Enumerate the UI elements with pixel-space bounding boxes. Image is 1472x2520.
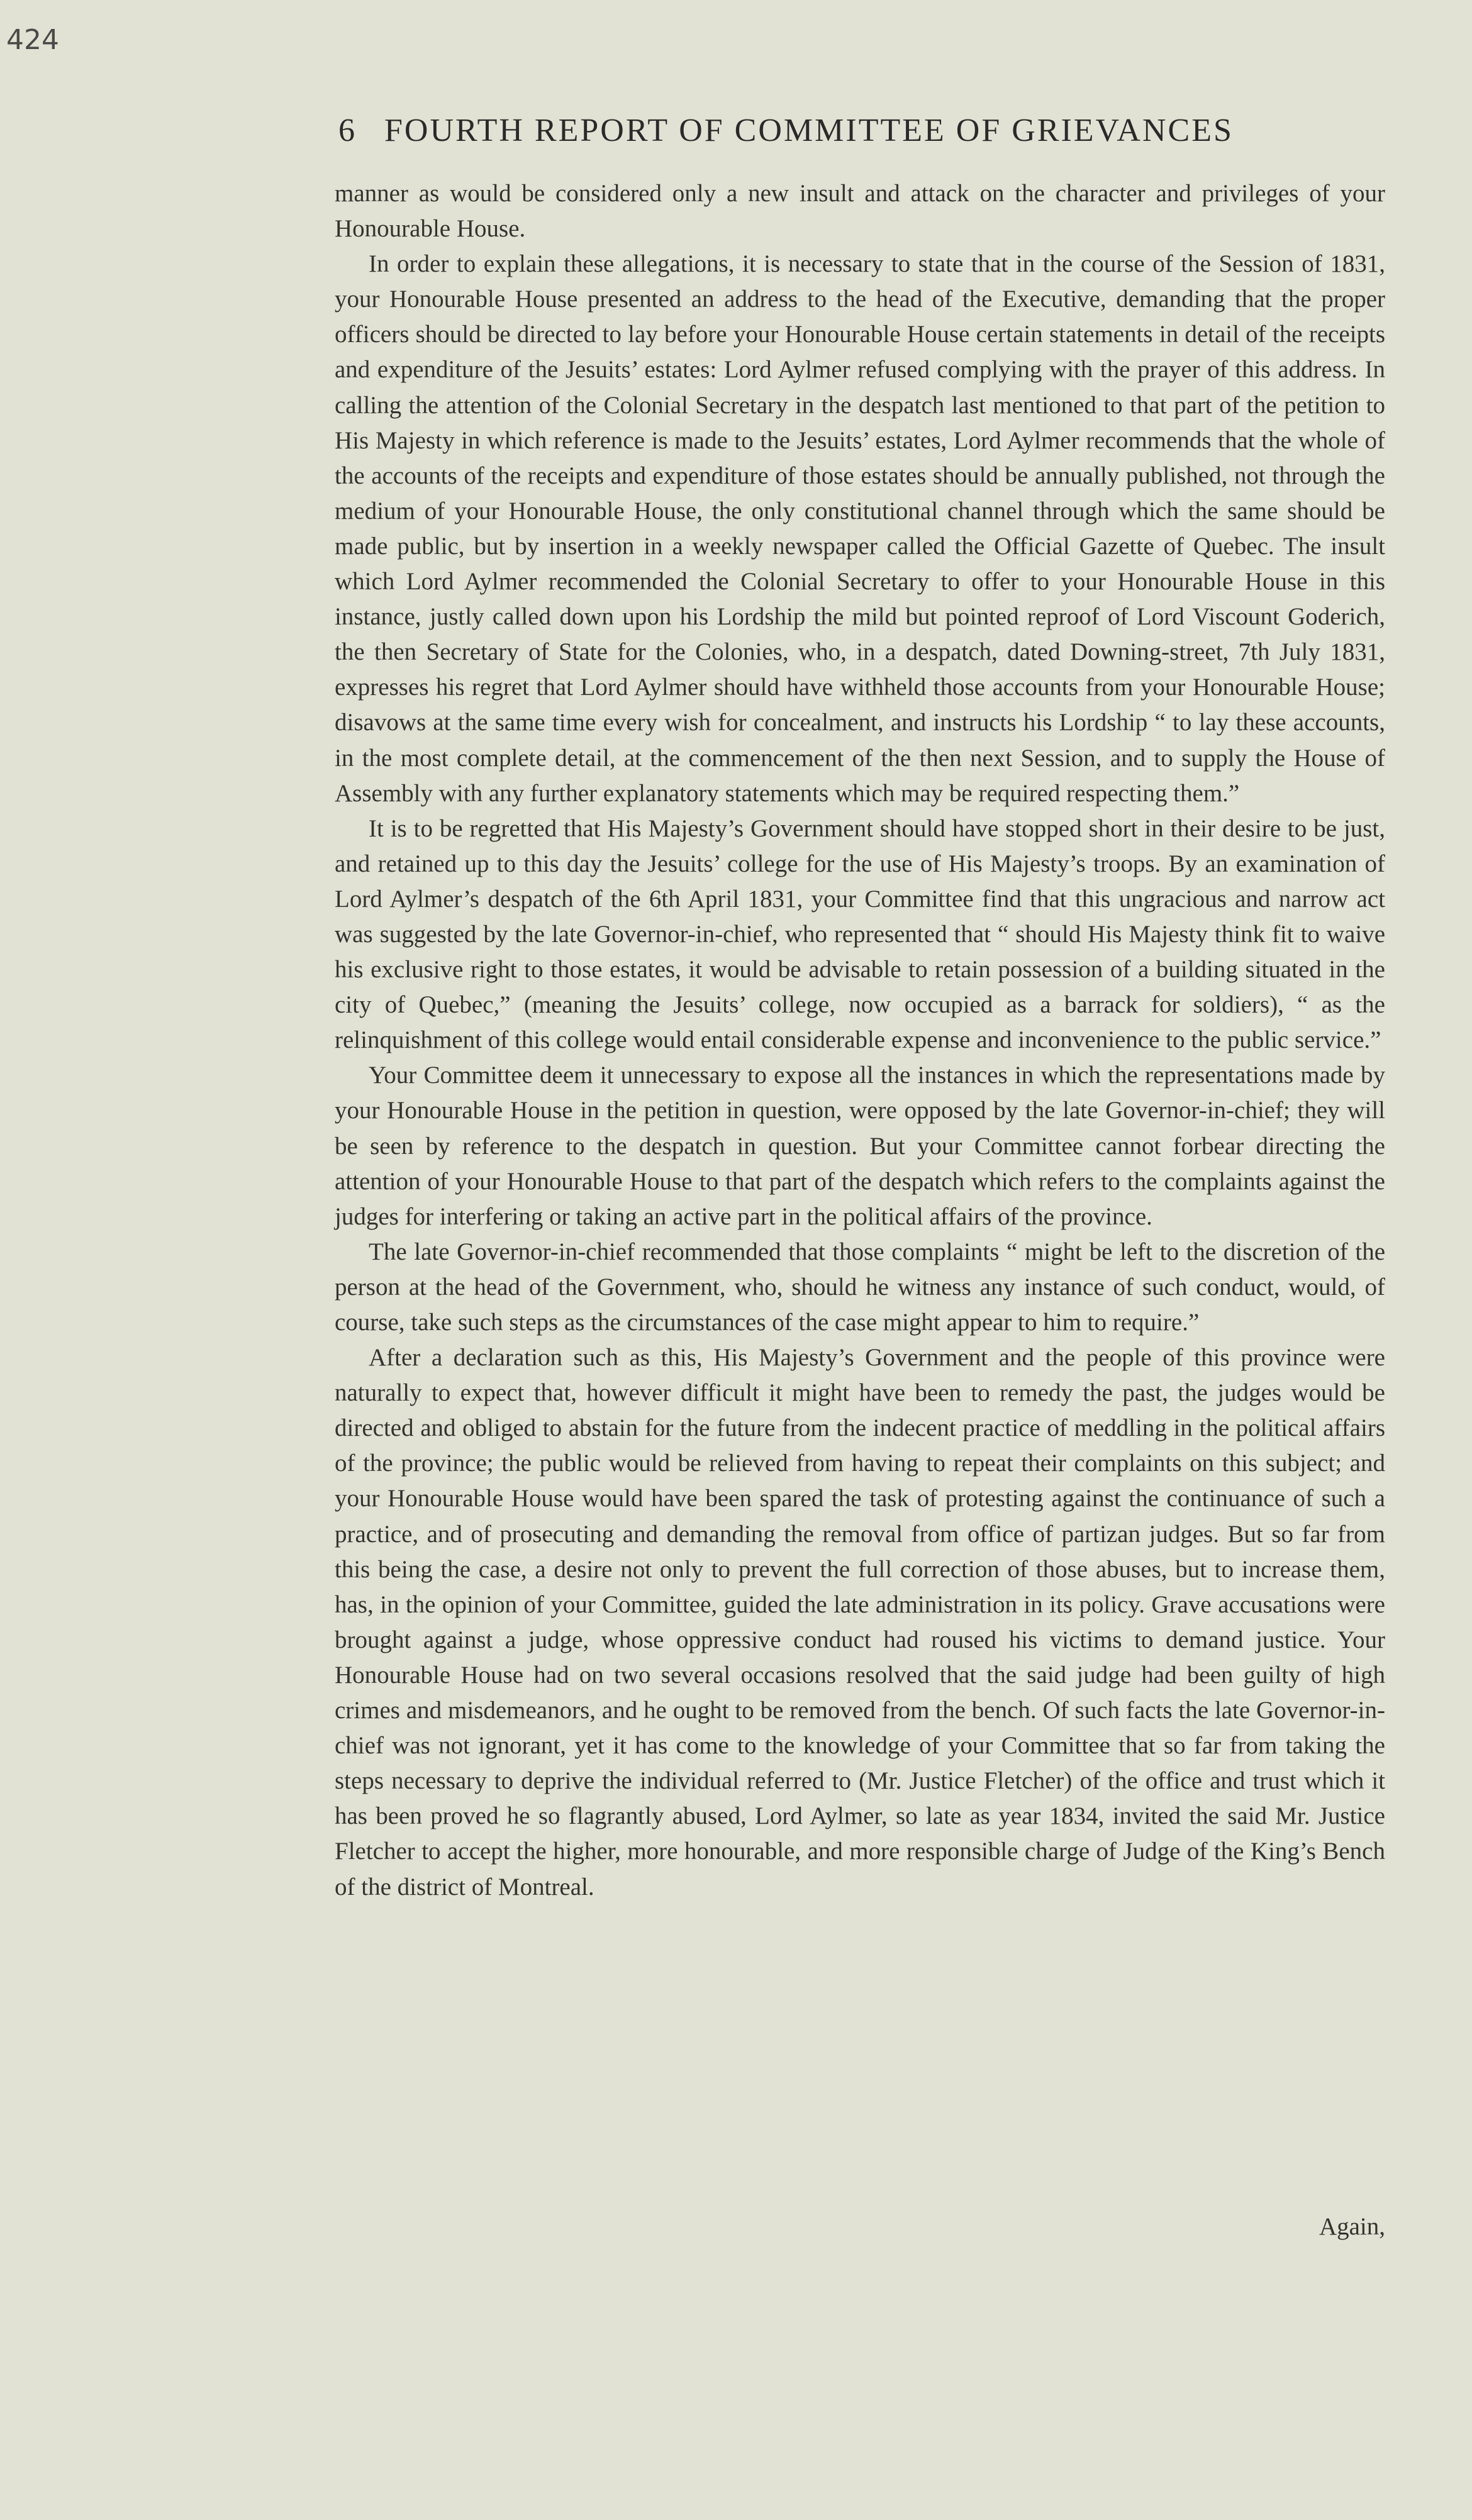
paragraph: It is to be regretted that His Majesty’s Government should have stopped short in their desire to be just, and retained up to this day the Jesuits’ college for the use of His Majesty’s troops. By an examination of Lord Aylmer’s despatch of the 6th April 1831, your Committee find that this ungracious and narrow act was suggested by the late Governor-in-chief, who represented that “ should His Majesty think fit to waive his exclusive right to those estates, it would be advisable to retain possession of a building situated in the city of Quebec,” (meaning the Jesuits’ college, now occupied as a barrack for soldiers), “ as the relinquishment of this college would entail considerable expense and inconvenience to the public service.” xyxy=(335,814,1385,1054)
page-stamp: 424 xyxy=(6,24,59,56)
catchword: Again, xyxy=(1319,2213,1385,2240)
body-text xyxy=(335,176,1385,1905)
paragraph-continuation: manner as would be considered only a new insult and attack on the character and privileges of your Honourable House. xyxy=(335,180,1385,243)
paragraph: After a declaration such as this, His Majesty’s Government and the people of this province were naturally to expect that, however difficult it might have been to remedy the past, the judges would be directed and obliged to abstain for the future from the indecent practice of meddling in the political affairs of the province; the public would be relieved from having to repeat their complaints on this subject; and your Honourable House would have been spared the task of protesting against the continuance of such a practice, and of prosecuting and demanding the removal from office of partizan judges. But so far from this being the case, a desire not only to prevent the full correction of those abuses, but to increase them, has, in the opinion of your Committee, guided the late administration in its policy. Grave accusations were brought against a judge, whose oppressive conduct had roused his victims to demand justice. Your Honourable House had on two several occasions resolved that the said judge had been guilty of high crimes and misdemeanors, and he ought to be removed from the bench. Of such facts the late Governor-in-chief was not ignorant, yet it has come to the knowledge of your Committee that so far from taking the steps necessary to deprive the individual referred to (Mr. Justice Fletcher) of the office and trust which it has been proved he so flagrantly abused, Lord Aylmer, so late as year 1834, invited the said Mr. Justice Fletcher to accept the higher, more honourable, and more responsible charge of Judge of the King’s Bench of the district of Montreal. xyxy=(335,1344,1385,1901)
running-title: FOURTH REPORT OF COMMITTEE OF GRIEVANCES xyxy=(384,113,1234,148)
paragraph: In order to explain these allegations, it is necessary to state that in the course of the Session of 1831, your Honourable House presented an address to the head of the Executive, demanding that the proper officers should be directed to lay before your Honourable House certain statements in detail of the receipts and expenditure of the Jesuits’ estates: Lord Aylmer refused complying with the prayer of this address. In calling the attention of the Colonial Secretary in the despatch last mentioned to that part of the petition to His Majesty in which reference is made to the Jesuits’ estates, Lord Aylmer recommends that the whole of the accounts of the receipts and expenditure of those estates should be annually published, not through the medium of your Honourable House, the only constitutional channel through which the same should be made public, but by insertion in a weekly newspaper called the Official Gazette of Quebec. The insult which Lord Aylmer recommended the Colonial Secretary to offer to your Honourable House in this instance, justly called down upon his Lordship the mild but pointed reproof of Lord Viscount Goderich, the then Secretary of State for the Colonies, who, in a despatch, dated Downing-street, 7th July 1831, expresses his regret that Lord Aylmer should have withheld those accounts from your Honourable House; disavows at the same time every wish for concealment, and instructs his Lordship “ to lay these accounts, in the most complete detail, at the commencement of the then next Session, and to supply the House of Assembly with any further explanatory statements which may be required respecting them.” xyxy=(335,250,1385,807)
running-header xyxy=(338,112,1234,149)
paragraph: The late Governor-in-chief recommended that those complaints “ might be left to the discretion of the person at the head of the Government, who, should he witness any instance of such conduct, would, of course, take such steps as the circumstances of the case might appear to him to require.” xyxy=(335,1238,1385,1336)
folio-number: 6 xyxy=(338,113,357,148)
paragraph: Your Committee deem it unnecessary to expose all the instances in which the representations made by your Honourable House in the petition in question, were opposed by the late Governor-in-chief; they will be seen by reference to the despatch in question. But your Committee cannot forbear directing the attention of your Honourable House to that part of the despatch which refers to the complaints against the judges for interfering or taking an active part in the political affairs of the province. xyxy=(335,1062,1385,1230)
